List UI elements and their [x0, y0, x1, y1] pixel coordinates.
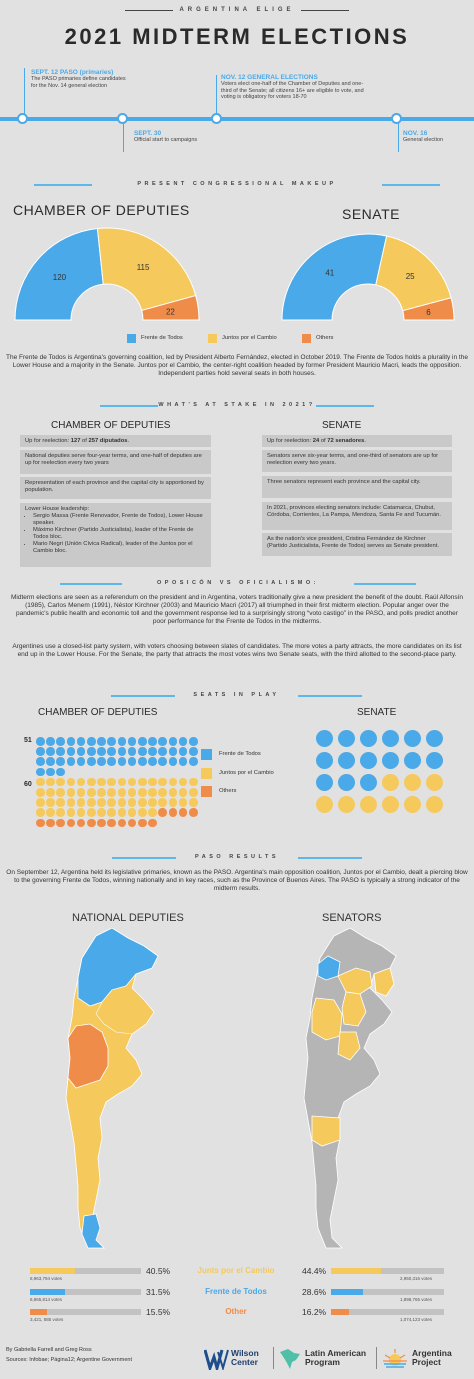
- seat-dot-juntos: [128, 788, 137, 797]
- stake-senate-title: SENATE: [322, 420, 362, 431]
- seats-label-frente: 51: [24, 737, 32, 744]
- footer-authors: By Gabriella Farrell and Greg Ross: [6, 1347, 92, 1353]
- seat-dot-frente: [56, 768, 65, 777]
- latin-american-program-logo[interactable]: [305, 1349, 366, 1367]
- seat-dot-others: [148, 819, 157, 828]
- seat-dot-frente: [87, 757, 96, 766]
- seat-dot-juntos: [158, 798, 167, 807]
- deputies-bar-track: [30, 1309, 141, 1315]
- seat-dot-frente: [189, 747, 198, 756]
- seat-dot-juntos: [128, 778, 137, 787]
- seat-dot-juntos: [169, 778, 178, 787]
- senate-seat-dot-frente: [316, 752, 333, 769]
- chamber-seat-arc: [15, 228, 199, 320]
- seat-dot-juntos: [97, 788, 106, 797]
- senate-seat-dot-frente: [426, 752, 443, 769]
- seat-dot-frente: [97, 757, 106, 766]
- deputies-bar-fill-other: [30, 1309, 47, 1315]
- latin-america-map-icon: [278, 1348, 302, 1370]
- box-bold: 72 senadores: [327, 438, 365, 444]
- deputies-votes: 6,965,814 votes: [30, 1297, 63, 1302]
- legend-label: Frente de Todos: [219, 751, 261, 757]
- seat-dot-frente: [118, 737, 127, 746]
- seat-dot-juntos: [128, 798, 137, 807]
- footer-sources: Sources: Infobae; Página12; Argentine Government: [6, 1357, 132, 1363]
- seat-dot-frente: [179, 757, 188, 766]
- seat-dot-juntos: [56, 788, 65, 797]
- deputies-bar-fill-juntos: [30, 1268, 75, 1274]
- seat-dot-frente: [77, 747, 86, 756]
- senate-seat-dot-frente: [360, 730, 377, 747]
- seat-dot-juntos: [56, 798, 65, 807]
- box-text: .: [364, 438, 366, 444]
- box-bold: 24: [312, 438, 320, 444]
- seat-dot-frente: [179, 737, 188, 746]
- seat-dot-frente: [158, 747, 167, 756]
- seat-dot-juntos: [148, 778, 157, 787]
- box-bold: 127: [70, 438, 81, 444]
- seat-dot-others: [128, 819, 137, 828]
- seat-dot-juntos: [97, 808, 106, 817]
- seat-dot-frente: [158, 757, 167, 766]
- seat-dot-others: [118, 819, 127, 828]
- arc-value-label: 41: [325, 268, 335, 278]
- deputies-bar-track: [30, 1289, 141, 1295]
- senate-seat-dot-juntos: [316, 796, 333, 813]
- legend-swatch-juntos: [208, 334, 217, 343]
- senators-bar-fill-juntos: [331, 1268, 381, 1274]
- senate-seat-dot-juntos: [382, 796, 399, 813]
- seat-dot-juntos: [189, 778, 198, 787]
- legend-swatch-others: [302, 334, 311, 343]
- paso-senators-title: SENATORS: [322, 912, 382, 924]
- seat-dot-others: [77, 819, 86, 828]
- stake-box-senate-president: As the nation's vice president, Cristina Fernández de Kirchner (Partido Justicialista, Frente de Todos) serves as Senate president.: [262, 533, 452, 556]
- deputies-bar-fill-frente: [30, 1289, 65, 1295]
- seat-dot-juntos: [179, 788, 188, 797]
- seat-dot-juntos: [107, 778, 116, 787]
- seat-dot-juntos: [46, 778, 55, 787]
- seat-dot-juntos: [77, 778, 86, 787]
- stake-box-senate-reelection: [262, 435, 452, 447]
- timeline-event-2: [134, 130, 204, 144]
- seat-dot-juntos: [67, 808, 76, 817]
- seat-dot-juntos: [67, 788, 76, 797]
- event-date: NOV. 12 GENERAL ELECTIONS: [221, 74, 318, 81]
- seat-dot-juntos: [179, 778, 188, 787]
- seat-dot-frente: [36, 757, 45, 766]
- argentina-sun-icon: [382, 1348, 408, 1370]
- seat-dot-juntos: [87, 798, 96, 807]
- seat-dot-frente: [128, 737, 137, 746]
- seat-dot-juntos: [148, 808, 157, 817]
- seat-dot-frente: [107, 747, 116, 756]
- timeline-event-1: [31, 69, 126, 89]
- seat-dot-frente: [46, 757, 55, 766]
- party-label: Frente de Todos: [205, 1287, 267, 1296]
- senate-seat-dot-frente: [338, 730, 355, 747]
- seat-dot-juntos: [46, 798, 55, 807]
- seat-dot-frente: [56, 757, 65, 766]
- seat-dot-juntos: [87, 778, 96, 787]
- senators-bar-track: [331, 1289, 444, 1295]
- seat-dot-juntos: [97, 798, 106, 807]
- seat-dot-frente: [36, 747, 45, 756]
- makeup-senate-title: SENATE: [342, 206, 400, 222]
- senate-seat-dot-frente: [338, 752, 355, 769]
- seat-dot-juntos: [138, 798, 147, 807]
- leadership-title: Lower House leadership:: [25, 506, 90, 512]
- senate-seat-dot-juntos: [404, 796, 421, 813]
- section-title-stake: WHAT'S AT STAKE IN 2021?: [158, 402, 316, 408]
- party-label: Junts por el Cambio: [197, 1266, 275, 1275]
- deputies-votes: 8,963,794 votes: [30, 1276, 63, 1281]
- event-text: The PASO primaries define candidates for the Nov. 14 general election: [31, 76, 126, 89]
- seat-dot-frente: [107, 737, 116, 746]
- seat-dot-juntos: [189, 798, 198, 807]
- arc-value-label: 6: [426, 308, 431, 318]
- event-date: SEPT. 30: [134, 130, 162, 137]
- timeline-node-4: [391, 113, 402, 124]
- seat-dot-juntos: [36, 808, 45, 817]
- senate-seat-arc: [282, 234, 454, 320]
- box-bold: 257 diputados: [88, 438, 128, 444]
- legend-label: Frente de Todos: [141, 335, 183, 341]
- senators-votes: 1,074,123 votes: [400, 1317, 433, 1322]
- senate-seat-dot-frente: [404, 752, 421, 769]
- seat-dot-juntos: [87, 808, 96, 817]
- seat-dot-others: [36, 819, 45, 828]
- seat-dot-frente: [138, 757, 147, 766]
- senate-seat-dot-juntos: [404, 774, 421, 791]
- box-text: Up for reelection:: [267, 438, 313, 444]
- seat-dot-juntos: [148, 798, 157, 807]
- deputies-votes: 3,421, 885 votes: [30, 1317, 64, 1322]
- senate-seat-dot-juntos: [382, 774, 399, 791]
- seat-dot-frente: [158, 737, 167, 746]
- seat-dot-frente: [148, 757, 157, 766]
- seats-senate-title: SENATE: [357, 707, 397, 718]
- paso-deputies-title: NATIONAL DEPUTIES: [72, 912, 184, 924]
- seat-dot-frente: [46, 737, 55, 746]
- timeline-node-2: [117, 113, 128, 124]
- deputies-pct: 40.5%: [146, 1266, 171, 1276]
- makeup-description: The Frente de Todos is Argentina's governing coalition, led by President Alberto Fernández, elected in October 2019. The Frente de Todos holds a plurality in the Lower House and a majority in the Senate. Juntos por el Cambio, the center-right coalition headed by former President Mauricio Macri, leads the opposition. Independent parties hold several seats in both houses.: [6, 354, 468, 377]
- seat-dot-juntos: [36, 778, 45, 787]
- seat-dot-frente: [118, 757, 127, 766]
- leadership-item: • Mario Negri (Unión Cívica Radical), leader of the Juntos por el Cambio bloc.: [33, 541, 206, 555]
- oposicion-paragraph-2: Argentines use a closed-list party system, with voters choosing between slates of candidates. The more votes a party attracts, the more candidates on its list end up in the Lower House. For the Senate, the party that attracts the most votes wins two Senate seats, with the third allotted to the second-place party.: [12, 643, 462, 658]
- senators-bar-fill-frente: [331, 1289, 363, 1295]
- box-text: .: [127, 438, 130, 444]
- seat-dot-frente: [67, 757, 76, 766]
- arc-value-label: 25: [405, 271, 415, 281]
- seat-dot-others: [107, 819, 116, 828]
- seat-dot-juntos: [128, 808, 137, 817]
- seat-dot-frente: [169, 737, 178, 746]
- seat-dot-juntos: [36, 788, 45, 797]
- senate-seat-dot-frente: [360, 774, 377, 791]
- seat-dot-juntos: [77, 788, 86, 797]
- seat-dot-others: [87, 819, 96, 828]
- seat-dot-frente: [138, 747, 147, 756]
- seat-dot-juntos: [67, 778, 76, 787]
- seat-dot-juntos: [77, 808, 86, 817]
- logo-text: Latin American: [305, 1348, 367, 1358]
- seat-dot-frente: [97, 737, 106, 746]
- seat-dot-frente: [169, 747, 178, 756]
- senate-seat-dot-frente: [382, 730, 399, 747]
- box-text: of: [319, 438, 328, 444]
- seat-dot-juntos: [56, 808, 65, 817]
- deputies-pct: 31.5%: [146, 1287, 171, 1297]
- seat-dot-juntos: [87, 788, 96, 797]
- seat-dot-juntos: [138, 778, 147, 787]
- seat-dot-juntos: [46, 808, 55, 817]
- leadership-item: • Sergio Massa (Frente Renovador, Frente de Todos), Lower House speaker.: [33, 513, 206, 527]
- makeup-chamber-title: CHAMBER OF DEPUTIES: [13, 202, 190, 218]
- kicker: ARGENTINA ELIGE: [179, 7, 295, 13]
- wilson-center-logo[interactable]: [231, 1349, 259, 1367]
- legend-label: Others: [219, 788, 237, 794]
- kicker-rule-right: [301, 10, 349, 11]
- seat-dot-juntos: [189, 788, 198, 797]
- section-title-paso: PASO RESULTS: [195, 854, 279, 860]
- deputies-map-frente-south: [82, 1214, 104, 1248]
- senate-seat-dot-juntos: [360, 796, 377, 813]
- seat-dot-frente: [87, 747, 96, 756]
- stake-box-chamber-representation: Representation of each province and the capital city is apportioned by population.: [20, 477, 211, 499]
- arc-segment-frente: [282, 234, 387, 320]
- seat-dot-juntos: [158, 788, 167, 797]
- seat-dot-frente: [97, 747, 106, 756]
- logo-text: Project: [412, 1357, 441, 1367]
- logo-text: Center: [231, 1357, 258, 1367]
- seat-dot-juntos: [67, 798, 76, 807]
- legend-label: Juntos por el Cambio: [219, 770, 274, 776]
- senate-seat-dot-frente: [382, 752, 399, 769]
- stake-box-leadership: [20, 503, 211, 567]
- leadership-item: • Máximo Kirchner (Partido Justicialista), leader of the Frente de Todos bloc.: [33, 527, 206, 541]
- legend-swatch-juntos: [201, 768, 212, 779]
- stake-box-senate-terms: Senators serve six-year terms, and one-third of senators are up for reelection every two years.: [262, 450, 452, 472]
- logo-text: Wilson: [231, 1348, 259, 1358]
- stake-box-chamber-terms: National deputies serve four-year terms, and one-half of deputies are up for reelection every two years: [20, 450, 211, 474]
- event-text: General election: [403, 137, 444, 143]
- seat-dot-frente: [189, 737, 198, 746]
- seat-dot-frente: [56, 737, 65, 746]
- seat-dot-frente: [56, 747, 65, 756]
- logo-text: Program: [305, 1357, 340, 1367]
- seat-dot-frente: [67, 747, 76, 756]
- legend-swatch-frente: [127, 334, 136, 343]
- seat-dot-frente: [189, 757, 198, 766]
- seat-dot-juntos: [118, 808, 127, 817]
- seat-dot-juntos: [118, 778, 127, 787]
- deputies-map: [56, 928, 166, 1250]
- wilson-center-logo-icon: [204, 1348, 230, 1370]
- seat-dot-juntos: [179, 798, 188, 807]
- argentina-project-logo[interactable]: [412, 1349, 452, 1367]
- seat-dot-juntos: [77, 798, 86, 807]
- senators-pct: 16.2%: [302, 1307, 327, 1317]
- senators-map-juntos-chubut: [312, 1116, 340, 1146]
- seat-dot-others: [179, 808, 188, 817]
- senate-seat-dot-juntos: [338, 796, 355, 813]
- stake-chamber-title: CHAMBER OF DEPUTIES: [51, 420, 171, 431]
- senate-seat-dot-frente: [316, 774, 333, 791]
- seat-dot-frente: [46, 768, 55, 777]
- timeline-node-1: [17, 113, 28, 124]
- deputies-bar-track: [30, 1268, 141, 1274]
- seat-dot-juntos: [169, 798, 178, 807]
- box-text: of: [80, 438, 89, 444]
- seat-dot-others: [189, 808, 198, 817]
- seat-dot-frente: [128, 747, 137, 756]
- seat-dot-juntos: [148, 788, 157, 797]
- seat-dot-frente: [46, 747, 55, 756]
- seat-dot-frente: [87, 737, 96, 746]
- senate-seat-dot-frente: [316, 730, 333, 747]
- event-text: Official start to campaigns: [134, 137, 198, 143]
- arc-value-label: 22: [165, 307, 175, 317]
- seat-dot-juntos: [158, 778, 167, 787]
- seat-dot-juntos: [97, 778, 106, 787]
- oposicion-paragraph-1: Midterm elections are seen as a referendum on the president and in Argentina, voters traditionally give a new president the benefit of the doubt. Raúl Alfonsín (1985), Carlos Menem (1991), Néstor Kirchner (2003) and Mauricio Macri (2017) all triumphed in their first midterm election. Popular anger over the pandemic's public health and economic toll and the government response led to a surprisingly strong “voto castigo” in the PASO, and polls predict another poor performance for the Frente de Todos in the midterms.: [10, 594, 464, 625]
- seat-dot-frente: [179, 747, 188, 756]
- seat-dot-juntos: [169, 788, 178, 797]
- seat-dot-frente: [67, 737, 76, 746]
- seat-dot-others: [46, 819, 55, 828]
- senate-seat-dot-frente: [360, 752, 377, 769]
- senators-bar-fill-other: [331, 1309, 349, 1315]
- seat-dot-juntos: [107, 788, 116, 797]
- senate-seat-dot-juntos: [426, 796, 443, 813]
- section-title-makeup: PRESENT CONGRESSIONAL MAKEUP: [137, 181, 337, 187]
- timeline-line: [0, 117, 474, 121]
- box-text: Up for reelection:: [25, 438, 71, 444]
- senators-votes: 2,950,316 votes: [400, 1276, 433, 1281]
- stake-box-senate-provinces: In 2021, provinces electing senators include: Catamarca, Chubut, Córdoba, Corrientes, La Pampa, Mendoza, Santa Fe and Tucumán.: [262, 502, 452, 530]
- seat-dot-others: [169, 808, 178, 817]
- senate-seat-dot-frente: [404, 730, 421, 747]
- kicker-rule-left: [125, 10, 173, 11]
- seat-dot-frente: [138, 737, 147, 746]
- seat-dot-frente: [77, 737, 86, 746]
- seat-dot-juntos: [36, 798, 45, 807]
- seat-dot-juntos: [107, 798, 116, 807]
- stake-box-chamber-reelection: [20, 435, 211, 447]
- legend-label: Juntos por el Cambio: [222, 335, 277, 341]
- senate-seat-dot-frente: [338, 774, 355, 791]
- timeline-event-3: [221, 74, 366, 101]
- seat-dot-juntos: [107, 808, 116, 817]
- senators-pct: 28.6%: [302, 1287, 327, 1297]
- page-title: 2021 MIDTERM ELECTIONS: [64, 24, 410, 49]
- senators-bar-track: [331, 1309, 444, 1315]
- seats-chamber-title: CHAMBER OF DEPUTIES: [38, 707, 158, 718]
- event-date: NOV. 16: [403, 130, 428, 137]
- senators-map: [294, 928, 404, 1250]
- seat-dot-frente: [77, 757, 86, 766]
- seat-dot-frente: [128, 757, 137, 766]
- timeline-node-3: [211, 113, 222, 124]
- legend-swatch-frente: [201, 749, 212, 760]
- seat-dot-frente: [107, 757, 116, 766]
- section-title-seats: SEATS IN PLAY: [193, 692, 280, 698]
- party-label: Other: [225, 1307, 247, 1316]
- seats-label-juntos: 60: [24, 781, 32, 788]
- timeline-event-4: [403, 130, 471, 144]
- legend-swatch-others: [201, 786, 212, 797]
- arc-value-label: 115: [136, 263, 150, 273]
- stake-box-senate-representation: Three senators represent each province and the capital city.: [262, 476, 452, 498]
- paso-description: On September 12, Argentina held its legislative primaries, known as the PASO. Argentina's main opposition coalition, Juntos por el Cambio, dealt a piercing blow to the governing Frente de Todos, winning nationally and in key races, such as the Province of Buenos Aires. The PASO is typically a strong indicator of the midterm results.: [6, 869, 468, 892]
- seat-dot-frente: [148, 747, 157, 756]
- seat-dot-juntos: [56, 778, 65, 787]
- seat-dot-juntos: [118, 798, 127, 807]
- seat-dot-juntos: [118, 788, 127, 797]
- senators-pct: 44.4%: [302, 1266, 327, 1276]
- seat-dot-others: [67, 819, 76, 828]
- makeup-semicircle-charts: [0, 218, 474, 324]
- seat-dot-frente: [36, 768, 45, 777]
- seat-dot-frente: [118, 747, 127, 756]
- seat-dot-frente: [36, 737, 45, 746]
- senate-seat-dot-juntos: [426, 774, 443, 791]
- senators-bar-track: [331, 1268, 444, 1274]
- seat-dot-others: [138, 819, 147, 828]
- legend-label: Others: [316, 335, 334, 341]
- seat-dot-others: [97, 819, 106, 828]
- seat-dot-others: [158, 808, 167, 817]
- seat-dot-juntos: [138, 808, 147, 817]
- seat-dot-frente: [169, 757, 178, 766]
- arc-value-label: 120: [52, 273, 67, 283]
- seat-dot-others: [56, 819, 65, 828]
- logo-text: Argentina: [412, 1348, 452, 1358]
- deputies-pct: 15.5%: [146, 1307, 171, 1317]
- senate-seat-dot-frente: [426, 730, 443, 747]
- seat-dot-juntos: [46, 788, 55, 797]
- seat-dot-frente: [148, 737, 157, 746]
- event-date: SEPT. 12 PASO (primaries): [31, 69, 114, 76]
- event-text: Voters elect one-half of the Chamber of Deputies and one-third of the Senate; all citizens 16+ are eligible to vote, and voting is obligatory for voters 18-70: [221, 81, 364, 100]
- seat-dot-juntos: [138, 788, 147, 797]
- senators-votes: 1,898,765 votes: [400, 1297, 433, 1302]
- section-title-oposicion: OPOSICÓN VS OFICIALISMO:: [157, 580, 319, 586]
